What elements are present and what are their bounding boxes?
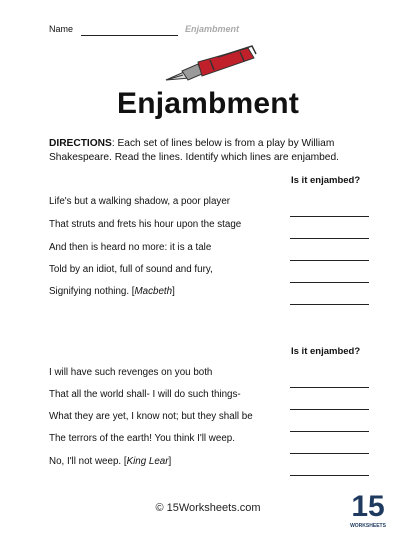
answer-line[interactable] [290, 238, 369, 239]
worksheet-topic: Enjambment [185, 24, 240, 34]
directions-label: DIRECTIONS [49, 138, 112, 149]
answer-line[interactable] [290, 216, 369, 217]
15worksheets-logo-icon [350, 486, 386, 530]
column-header: Is it enjambed? [291, 175, 361, 186]
answer-line[interactable] [290, 387, 369, 388]
column-header: Is it enjambed? [291, 346, 361, 357]
play-title: King Lear [126, 456, 169, 467]
poem-line [49, 286, 175, 297]
answer-line[interactable] [290, 282, 369, 283]
name-label: Name [49, 24, 74, 34]
answer-line[interactable] [290, 453, 369, 454]
poem-line-text: Signifying nothing. [ [49, 286, 135, 297]
answer-line[interactable] [290, 475, 369, 476]
poem-line: And then is heard no more: it is a tale [49, 242, 212, 253]
logo-number: 15 [351, 490, 385, 523]
poem-line: What they are yet, I know not; but they shall be [49, 411, 253, 422]
name-line[interactable] [81, 35, 178, 36]
poem-line: Told by an idiot, full of sound and fury, [49, 264, 213, 275]
directions-text: : Each set of lines below is from a play by William Shakespeare. Read the lines. Identify which lines are enjambed. [49, 138, 339, 163]
footer-copyright: © 15Worksheets.com [155, 502, 261, 514]
answer-line[interactable] [290, 304, 369, 305]
bracket: ] [168, 456, 172, 467]
poem-line: Life's but a walking shadow, a poor player [49, 196, 231, 207]
poem-line: That all the world shall- I will do such things- [49, 389, 241, 400]
poem-line-text: No, I'll not weep. [ [49, 456, 127, 467]
logo-text: WORKSHEETS [350, 523, 386, 529]
answer-line[interactable] [290, 260, 369, 261]
answer-line[interactable] [290, 409, 369, 410]
poem-line: The terrors of the earth! You think I'll weep. [49, 433, 235, 444]
fountain-pen-icon [160, 44, 260, 88]
play-title: Macbeth [134, 286, 173, 297]
answer-line[interactable] [290, 431, 369, 432]
poem-line [49, 456, 171, 467]
poem-line: That struts and frets his hour upon the stage [49, 219, 242, 230]
directions [49, 137, 379, 165]
bracket: ] [172, 286, 175, 297]
page-title: Enjambment [116, 87, 300, 120]
poem-line: I will have such revenges on you both [49, 367, 213, 378]
